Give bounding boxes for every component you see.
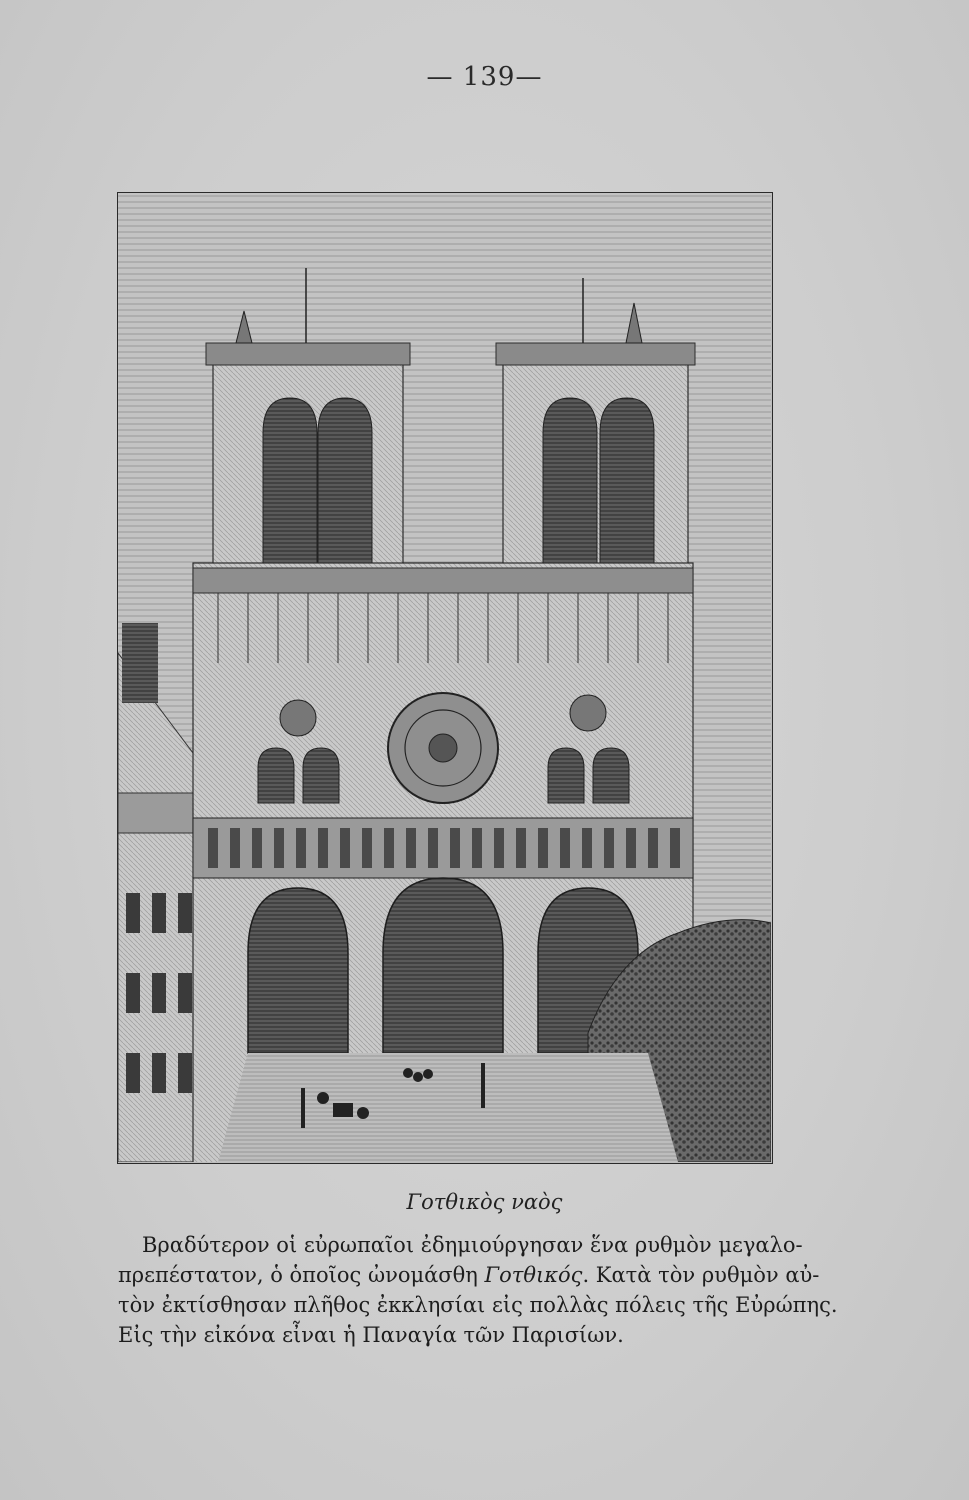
plaza: [218, 1053, 678, 1162]
text-line-2-end: . Κατὰ τὸν ρυθμὸν αὐ-: [582, 1263, 820, 1287]
text-line-4: Εἰς τὴν εἰκόνα εἶναι ἡ Παναγία τῶν Παρισίων.: [118, 1323, 624, 1347]
figure-caption: Γοτθικὸς ναὸς: [406, 1190, 563, 1214]
central-portal: [383, 878, 503, 1053]
body-paragraph: [118, 1230, 838, 1350]
page-number: — 139—: [426, 62, 543, 92]
text-line-3: τὸν ἐκτίσθησαν πλῆθος ἐκκλησίαι εἰς πολλὰς πόλεις τῆς Εὐρώπης.: [118, 1293, 838, 1317]
text-line-1: Βραδύτερον οἱ εὐρωπαῖοι ἐδημιούργησαν ἕνα ρυθμὸν μεγαλο-: [142, 1233, 803, 1257]
text-line-2: [118, 1260, 820, 1290]
left-portal: [248, 888, 348, 1053]
cathedral-engraving: [117, 192, 773, 1164]
style-term: Γοτθικός: [484, 1263, 583, 1287]
text-line-2-start: πρεπέστατον, ὁ ὁποῖος ὠνομάσθη: [118, 1263, 485, 1287]
